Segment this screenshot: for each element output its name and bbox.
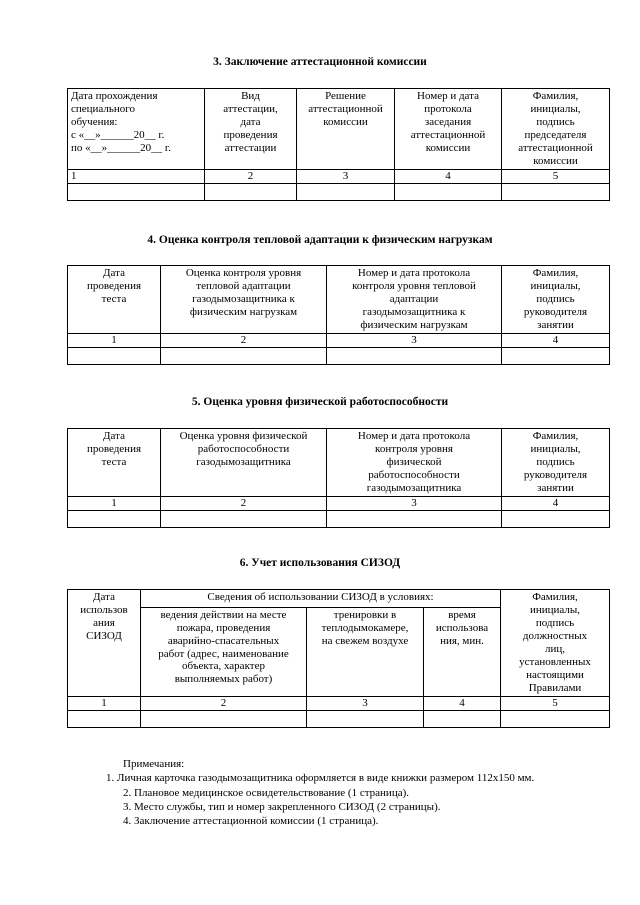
- col-header: [424, 607, 501, 696]
- heat-adaptation-table: [67, 265, 610, 365]
- col-header: [297, 89, 395, 170]
- header-line: проведения: [86, 279, 142, 292]
- column-number: 2: [141, 696, 307, 710]
- col-header: [502, 429, 610, 497]
- column-number: 5: [501, 696, 610, 710]
- notes-heading: Примечания:: [123, 758, 185, 770]
- column-number: 3: [297, 169, 395, 183]
- header-line: работоспособности: [197, 442, 290, 455]
- header-line: физическим нагрузкам: [360, 318, 468, 331]
- header-line: инициалы,: [530, 102, 581, 115]
- table-cell[interactable]: [161, 347, 327, 364]
- table-cell[interactable]: [424, 710, 501, 727]
- table-cell[interactable]: [68, 710, 141, 727]
- header-line: занятии: [537, 318, 574, 331]
- table-cell[interactable]: [502, 510, 610, 527]
- col-header: [502, 266, 610, 334]
- header-line: Оценка уровня физической: [179, 430, 308, 442]
- section-3-title: 3. Заключение аттестационной комиссии: [213, 56, 427, 68]
- header-line: Вид: [241, 90, 260, 102]
- header-line: комиссии: [533, 154, 578, 167]
- header-row: [68, 266, 610, 334]
- col-header: [161, 266, 327, 334]
- col-header: [68, 266, 161, 334]
- header-line: инициалы,: [530, 279, 581, 292]
- number-row: [68, 496, 610, 510]
- header-line: настоящими: [526, 668, 584, 681]
- note-item: 3. Место службы, тип и номер закрепленного СИЗОД (2 страницы).: [123, 800, 441, 813]
- header-line: проведения: [223, 128, 278, 141]
- header-line: Фамилия,: [532, 267, 579, 279]
- header-row: [68, 429, 610, 497]
- header-line: руководителя: [523, 305, 588, 318]
- column-number: 4: [424, 696, 501, 710]
- header-line: аварийно-спасательных: [167, 634, 280, 647]
- table-cell[interactable]: [297, 183, 395, 200]
- number-row: [68, 333, 610, 347]
- note-item: 1. Личная карточка газодымозащитника оформляется в виде книжки размером 112x150 мм.: [106, 772, 535, 785]
- col-header: [501, 590, 610, 697]
- header-line: Оценка контроля уровня: [185, 267, 302, 279]
- header-line: протокола: [424, 102, 472, 115]
- header-line: Фамилия,: [532, 591, 578, 603]
- col-header: [161, 429, 327, 497]
- header-line: адаптации: [389, 292, 439, 305]
- table-cell[interactable]: [327, 510, 502, 527]
- header-line: Дата: [103, 267, 125, 279]
- header-line: Решение: [325, 90, 366, 102]
- table-cell[interactable]: [68, 183, 205, 200]
- physical-capacity-table: [67, 428, 610, 528]
- table-cell[interactable]: [327, 347, 502, 364]
- header-line: Дата: [103, 430, 125, 442]
- header-row: [68, 89, 610, 170]
- col-header: [502, 89, 610, 170]
- header-line: Номер и дата протокола: [357, 267, 471, 279]
- header-line: на свежем воздухе: [321, 634, 409, 647]
- attestation-table: [67, 88, 610, 201]
- header-line: газодымозащитника к: [362, 305, 466, 318]
- header-line: лиц,: [545, 642, 566, 655]
- header-line: ния, мин.: [440, 634, 484, 647]
- header-line: подпись: [536, 455, 575, 468]
- header-line: пожара, проведения: [176, 621, 271, 634]
- header-line: с «__»______20__ г.: [71, 128, 165, 141]
- header-line: проведения: [86, 442, 142, 455]
- header-line: комиссии: [425, 141, 471, 154]
- table-cell[interactable]: [68, 510, 161, 527]
- group-header: Сведения об использовании СИЗОД в условиях:: [141, 590, 501, 608]
- header-line: физическим нагрузкам: [189, 305, 298, 318]
- header-line: СИЗОД: [86, 629, 122, 642]
- header-line: Дата: [93, 591, 115, 603]
- note-item: 2. Плановое медицинское освидетельствование (1 страница).: [123, 786, 409, 799]
- header-line: использова: [435, 621, 489, 634]
- header-line: работоспособности: [368, 468, 460, 481]
- notes: [86, 757, 602, 828]
- header-line: подпись: [536, 292, 575, 305]
- header-line: объекта, характер: [182, 660, 265, 673]
- header-line: физической: [386, 455, 442, 468]
- col-header: [68, 429, 161, 497]
- header-line: по «__»______20__ г.: [71, 141, 171, 154]
- header-line: время: [448, 608, 476, 621]
- column-number: 2: [161, 496, 327, 510]
- header-line: комиссии: [323, 115, 368, 128]
- header-line: работ (адрес, наименование: [158, 647, 289, 660]
- table-cell[interactable]: [68, 347, 161, 364]
- table-cell[interactable]: [502, 183, 610, 200]
- column-number: 1: [68, 496, 161, 510]
- empty-row: [68, 183, 610, 200]
- table-cell[interactable]: [161, 510, 327, 527]
- header-line: газодымозащитника: [196, 455, 291, 468]
- header-line: Фамилия,: [532, 90, 579, 102]
- number-row: [68, 696, 610, 710]
- column-number: 3: [307, 696, 424, 710]
- header-line: аттестационной: [518, 141, 593, 154]
- header-line: подпись: [536, 115, 575, 128]
- col-header: [68, 89, 205, 170]
- header-line: аттестации: [224, 141, 277, 154]
- header-line: Номер и дата: [417, 90, 479, 102]
- section-5-title: 5. Оценка уровня физической работоспособности: [191, 396, 449, 408]
- header-line: Фамилия,: [532, 430, 579, 442]
- column-number: 1: [68, 333, 161, 347]
- header-line: теста: [101, 455, 127, 468]
- empty-row: [68, 710, 610, 727]
- header-row: [68, 590, 610, 608]
- header-line: руководителя: [523, 468, 588, 481]
- col-header: [307, 607, 424, 696]
- header-line: ания: [93, 616, 115, 629]
- header-line: заседания: [424, 115, 472, 128]
- col-header: [327, 266, 502, 334]
- column-number: 1: [68, 696, 141, 710]
- header-line: должностных: [522, 629, 588, 642]
- header-line: специального: [71, 102, 136, 115]
- column-number: 3: [327, 496, 502, 510]
- header-line: аттестации,: [223, 102, 278, 115]
- section-4-title: 4. Оценка контроля тепловой адаптации к физическим нагрузкам: [147, 234, 493, 246]
- empty-row: [68, 347, 610, 364]
- header-line: использов: [80, 603, 128, 616]
- header-line: обучения:: [71, 115, 118, 128]
- header-line: аттестационной: [308, 102, 383, 115]
- header-line: занятии: [537, 481, 574, 494]
- section-6-title: 6. Учет использования СИЗОД: [239, 557, 401, 569]
- header-line: выполняемых работ): [174, 673, 273, 686]
- header-line: контроля уровня тепловой: [352, 279, 476, 292]
- table-cell[interactable]: [502, 347, 610, 364]
- header-line: газодымозащитника к: [192, 292, 295, 305]
- header-line: Дата прохождения: [71, 90, 158, 102]
- column-number: 3: [327, 333, 502, 347]
- header-line: тренировки в: [333, 608, 397, 621]
- col-header: [68, 590, 141, 697]
- header-line: Номер и дата протокола: [357, 430, 471, 442]
- column-number: 4: [502, 333, 610, 347]
- header-line: газодымозащитника: [366, 481, 462, 494]
- empty-row: [68, 510, 610, 527]
- col-header: [141, 607, 307, 696]
- column-number: 5: [502, 169, 610, 183]
- header-line: Правилами: [528, 681, 582, 694]
- table-cell[interactable]: [141, 710, 307, 727]
- column-number: 2: [205, 169, 297, 183]
- table-cell[interactable]: [501, 710, 610, 727]
- table-cell[interactable]: [395, 183, 502, 200]
- table-cell[interactable]: [307, 710, 424, 727]
- header-line: председателя: [524, 128, 587, 141]
- header-line: инициалы,: [530, 442, 581, 455]
- header-line: дата: [240, 115, 261, 128]
- col-header: [327, 429, 502, 497]
- header-line: контроля уровня: [375, 442, 453, 455]
- header-line: ведения действии на месте: [160, 608, 287, 621]
- number-row: [68, 169, 610, 183]
- header-line: теста: [101, 292, 127, 305]
- column-number: 2: [161, 333, 327, 347]
- column-number: 1: [68, 169, 205, 183]
- table-cell[interactable]: [205, 183, 297, 200]
- note-item: 4. Заключение аттестационной комиссии (1 страница).: [123, 815, 379, 828]
- header-line: инициалы,: [529, 603, 581, 616]
- sizod-usage-table: [67, 589, 610, 728]
- column-number: 4: [502, 496, 610, 510]
- col-header: [395, 89, 502, 170]
- column-number: 4: [395, 169, 502, 183]
- header-line: аттестационной: [410, 128, 486, 141]
- header-line: подпись: [535, 616, 575, 629]
- col-header: [205, 89, 297, 170]
- header-line: тепловой адаптации: [196, 279, 291, 292]
- header-line: теплодымокамере,: [321, 621, 409, 634]
- header-line: установленных: [519, 655, 591, 668]
